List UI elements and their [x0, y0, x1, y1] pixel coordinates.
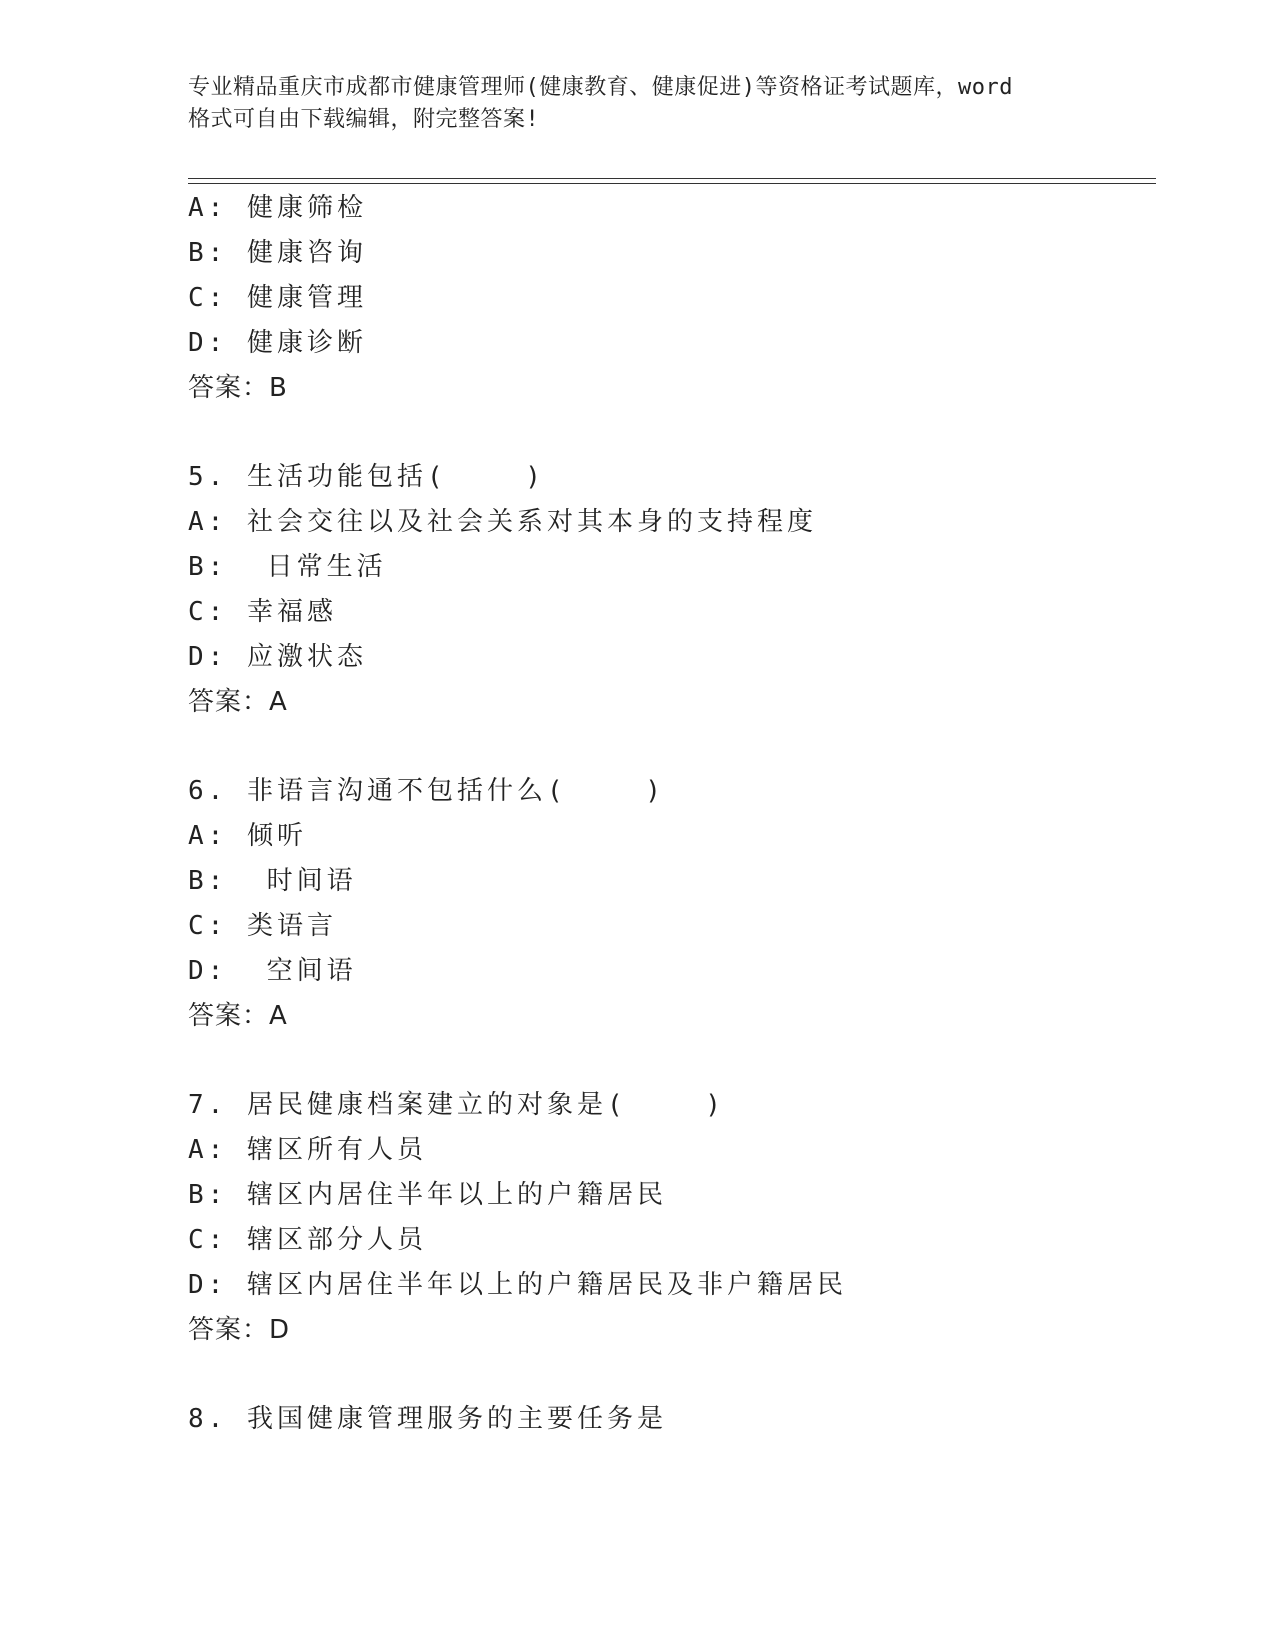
q4-answer: 答案：B: [188, 373, 288, 403]
q7-answer: 答案：D: [188, 1315, 291, 1345]
q6-option-d: D: 空间语: [188, 956, 357, 986]
q6-answer: 答案：A: [188, 1001, 288, 1031]
q5-option-d: D: 应激状态: [188, 642, 367, 672]
q4-option-d: D: 健康诊断: [188, 328, 367, 358]
header-line-2: 格式可自由下载编辑，附完整答案!: [188, 107, 540, 132]
q5-option-b: B: 日常生活: [188, 552, 387, 582]
q6-option-a: A: 倾听: [188, 821, 307, 851]
q6-option-c: C: 类语言: [188, 911, 337, 941]
q6-question: 6. 非语言沟通不包括什么( ): [188, 776, 665, 806]
q5-option-a: A: 社会交往以及社会关系对其本身的支持程度: [188, 507, 817, 537]
q5-option-c: C: 幸福感: [188, 597, 337, 627]
document-header: [188, 72, 1088, 136]
header-divider-top: [188, 178, 1156, 179]
q7-option-a: A: 辖区所有人员: [188, 1135, 427, 1165]
q5-answer: 答案：A: [188, 687, 288, 717]
q7-option-c: C: 辖区部分人员: [188, 1225, 427, 1255]
q7-question: 7. 居民健康档案建立的对象是( ): [188, 1090, 725, 1120]
q4-option-b: B: 健康咨询: [188, 238, 367, 268]
q6-option-b: B: 时间语: [188, 866, 357, 896]
q4-option-a: A: 健康筛检: [188, 193, 367, 223]
q4-option-c: C: 健康管理: [188, 283, 367, 313]
q8-question: 8. 我国健康管理服务的主要任务是: [188, 1404, 667, 1434]
header-line-1: 专业精品重庆市成都市健康管理师(健康教育、健康促进)等资格证考试题库，word: [188, 75, 1013, 100]
header-divider-bottom: [188, 183, 1156, 184]
q7-option-d: D: 辖区内居住半年以上的户籍居民及非户籍居民: [188, 1270, 847, 1300]
q5-question: 5. 生活功能包括( ): [188, 462, 545, 492]
q7-option-b: B: 辖区内居住半年以上的户籍居民: [188, 1180, 667, 1210]
